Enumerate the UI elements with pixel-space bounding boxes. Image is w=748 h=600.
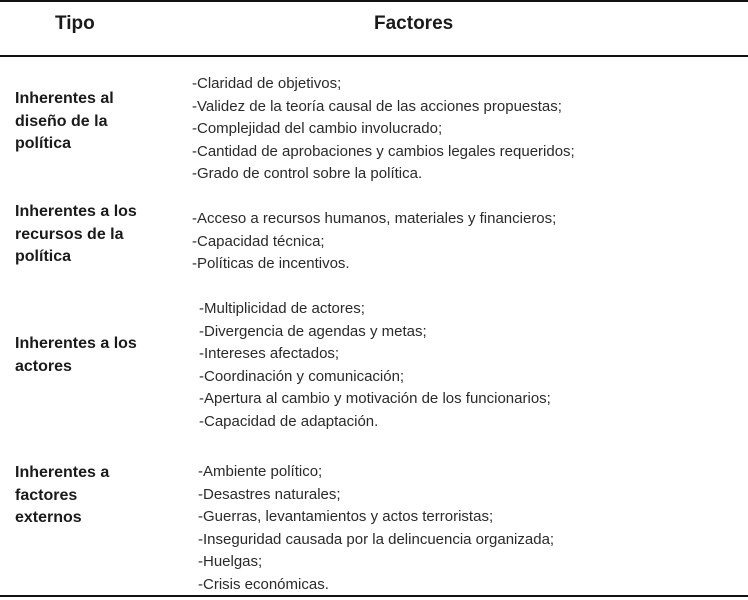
header-rule <box>0 55 748 57</box>
row-2-tipo-line: Inherentes a los <box>15 203 137 220</box>
factor-item: -Cantidad de aprobaciones y cambios legales requeridos; <box>192 142 575 160</box>
factor-item: -Crisis económicas. <box>198 575 329 593</box>
row-4-tipo-line: externos <box>15 509 82 526</box>
header-tipo: Tipo <box>55 13 95 34</box>
row-1-tipo-line: diseño de la <box>15 112 108 130</box>
factor-item: -Guerras, levantamientos y actos terroristas; <box>198 508 494 525</box>
factor-item: -Validez de la teoría causal de las acciones propuestas; <box>192 97 562 115</box>
row-2-tipo-line: política <box>15 248 72 265</box>
factor-item: -Multiplicidad de actores; <box>199 300 365 317</box>
row-3-tipo-line: Inherentes a los <box>15 335 137 352</box>
row-1-tipo-line: Inherentes al <box>15 90 114 107</box>
row-4-tipo-line: factores <box>15 486 78 504</box>
factor-item: -Coordinación y comunicación; <box>199 367 405 385</box>
factor-item: -Capacidad técnica; <box>192 232 325 250</box>
factor-item: -Huelgas; <box>198 553 263 570</box>
factor-item: -Inseguridad causada por la delincuencia organizada; <box>198 530 555 548</box>
factor-item: -Acceso a recursos humanos, materiales y financieros; <box>192 210 557 227</box>
row-3-tipo <box>15 333 175 378</box>
row-4-factores <box>198 461 554 596</box>
row-2-tipo-line: recursos de la <box>15 225 124 243</box>
factor-item: -Ambiente político; <box>198 463 323 480</box>
factor-item: -Capacidad de adaptación. <box>199 412 379 430</box>
header-factores: Factores <box>374 13 454 34</box>
factor-item: -Claridad de objetivos; <box>192 75 342 92</box>
factor-item: -Grado de control sobre la política. <box>192 165 423 182</box>
factor-item: -Divergencia de agendas y metas; <box>199 322 427 340</box>
row-2-tipo <box>15 201 175 269</box>
row-1-tipo <box>15 88 175 156</box>
factor-item: -Complejidad del cambio involucrado; <box>192 120 443 137</box>
factor-item: -Intereses afectados; <box>199 345 340 362</box>
factor-item: -Desastres naturales; <box>198 485 341 503</box>
row-1-factores <box>192 73 575 186</box>
row-3-tipo-line: actores <box>15 357 72 375</box>
row-4-tipo <box>15 462 175 530</box>
top-rule <box>0 0 748 2</box>
bottom-rule <box>0 595 748 597</box>
row-3-factores <box>199 298 551 433</box>
row-2-factores <box>192 208 556 276</box>
factor-item: -Apertura al cambio y motivación de los funcionarios; <box>199 390 551 407</box>
row-4-tipo-line: Inherentes a <box>15 464 110 481</box>
row-1-tipo-line: política <box>15 135 72 152</box>
factor-item: -Políticas de incentivos. <box>192 255 350 272</box>
